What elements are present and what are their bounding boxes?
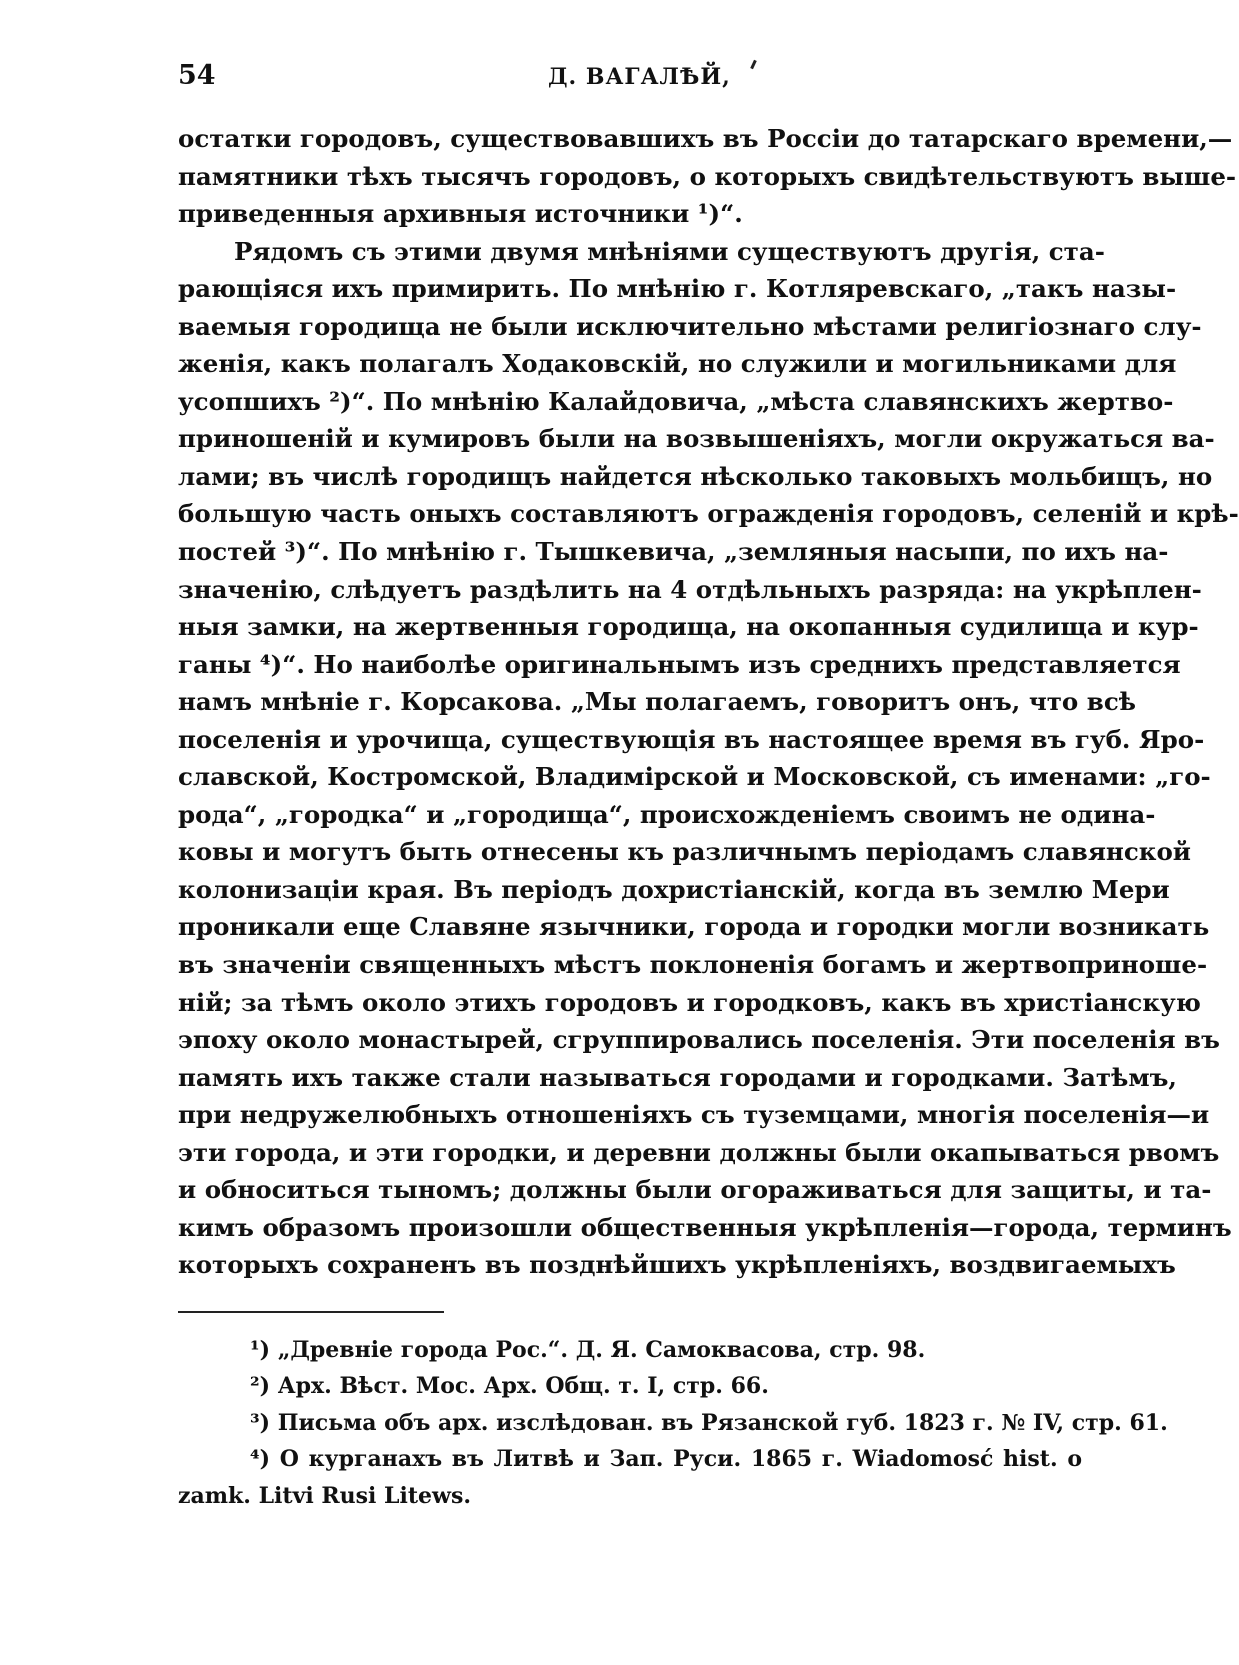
text-line: усопшихъ ²)“. По мнѣнію Калайдовича, „мѣста славянскихъ жертво- [178, 386, 1174, 416]
text-line: колонизаціи края. Въ періодъ дохристіанскій, когда въ землю Мери [178, 874, 1170, 904]
text-line: ныя замки, на жертвенныя городища, на окопанныя судилища и кур- [178, 612, 1199, 642]
text-line: намъ мнѣніе г. Корсакова. „Мы полагаемъ, говоритъ онъ, что всѣ [178, 687, 1136, 717]
text-line: эпоху около монастырей, сгруппировались поселенія. Эти поселенія въ [178, 1025, 1220, 1055]
text-line: памятники тѣхъ тысячъ городовъ, о которыхъ свидѣтельствуютъ выше- [178, 161, 1237, 191]
text-line: рающіяся ихъ примирить. По мнѣнію г. Котляревскаго, „такъ назы- [178, 274, 1177, 304]
footnote-4: ⁴) О курганахъ въ Литвѣ и Зап. Руси. 1865 г. Wiadomosć hist. o [250, 1446, 1082, 1473]
footnote-1: ¹) „Древніе города Рос.“. Д. Я. Самоквасова, стр. 98. [250, 1337, 926, 1363]
text-line: остатки городовъ, существовавшихъ въ Россіи до татарскаго времени,— [178, 124, 1233, 153]
text-line: приношеній и кумировъ были на возвышеніяхъ, могли окружаться ва- [178, 424, 1215, 454]
text-line: которыхъ сохраненъ въ позднѣйшихъ укрѣпленіяхъ, воздвигаемыхъ [178, 1250, 1176, 1280]
running-head: Д. ВАГАЛѢЙ, [548, 64, 731, 90]
text-line: женія, какъ полагалъ Ходаковскій, но служили и могильниками для [178, 349, 1177, 379]
page-header [178, 56, 1082, 96]
footnote-4-continuation: zamk. Litvi Rusi Litews. [178, 1482, 472, 1509]
text-line: поселенія и урочища, существующія въ настоящее время въ губ. Яро- [178, 724, 1205, 754]
text-line: приведенныя архивныя источники ¹)“. [178, 199, 743, 229]
text-line: рода“, „городка“ и „городища“, происхожденіемъ своимъ не одина- [178, 799, 1156, 829]
text-line: при недружелюбныхъ отношеніяхъ съ туземцами, многія поселенія—и [178, 1100, 1210, 1130]
text-line: ваемыя городища не были исключительно мѣстами религіознаго слу- [178, 311, 1202, 341]
text-line: ній; за тѣмъ около этихъ городовъ и городковъ, какъ въ христіанскую [178, 987, 1201, 1017]
text-line: ковы и могутъ быть отнесены къ различнымъ періодамъ славянской [178, 837, 1191, 867]
text-line: славской, Костромской, Владимірской и Московской, съ именами: „го- [178, 762, 1211, 792]
paragraph-start-line: Рядомъ съ этими двумя мнѣніями существуютъ другія, ста- [234, 236, 1105, 266]
text-line: ганы ⁴)“. Но наиболѣе оригинальнымъ изъ среднихъ представляется [178, 649, 1181, 679]
text-line: эти города, и эти городки, и деревни должны были окапываться рвомъ [178, 1137, 1220, 1167]
footnote-3: ³) Письма объ арх. изслѣдован. въ Рязанской губ. 1823 г. № IV, стр. 61. [250, 1409, 1168, 1436]
text-line: въ значеніи священныхъ мѣстъ поклоненія богамъ и жертвоприноше- [178, 950, 1208, 980]
footnote-divider [178, 1311, 444, 1313]
text-line: память ихъ также стали называться городами и городками. Затѣмъ, [178, 1062, 1177, 1092]
text-line: кимъ образомъ произошли общественныя укрѣпленія—города, терминъ [178, 1212, 1232, 1242]
text-line: большую часть оныхъ составляютъ огражденія городовъ, селеній и крѣ- [178, 499, 1239, 529]
page-number: 54 [178, 60, 216, 91]
text-line: лами; въ числѣ городищъ найдется нѣсколько таковыхъ мольбищъ, но [178, 461, 1213, 491]
footnote-2: ²) Арх. Вѣст. Мос. Арх. Общ. т. I, стр. 66. [250, 1373, 769, 1400]
body-text [178, 120, 1239, 1284]
text-line: значенію, слѣдуетъ раздѣлить на 4 отдѣльныхъ разряда: на укрѣплен- [178, 574, 1202, 604]
footnotes [178, 1332, 1168, 1514]
text-line: и обноситься тыномъ; должны были огораживаться для защиты, и та- [178, 1175, 1212, 1205]
text-line: проникали еще Славяне язычники, города и городки могли возникать [178, 912, 1210, 942]
text-line: постей ³)“. По мнѣнію г. Тышкевича, „земляныя насыпи, по ихъ на- [178, 537, 1169, 567]
